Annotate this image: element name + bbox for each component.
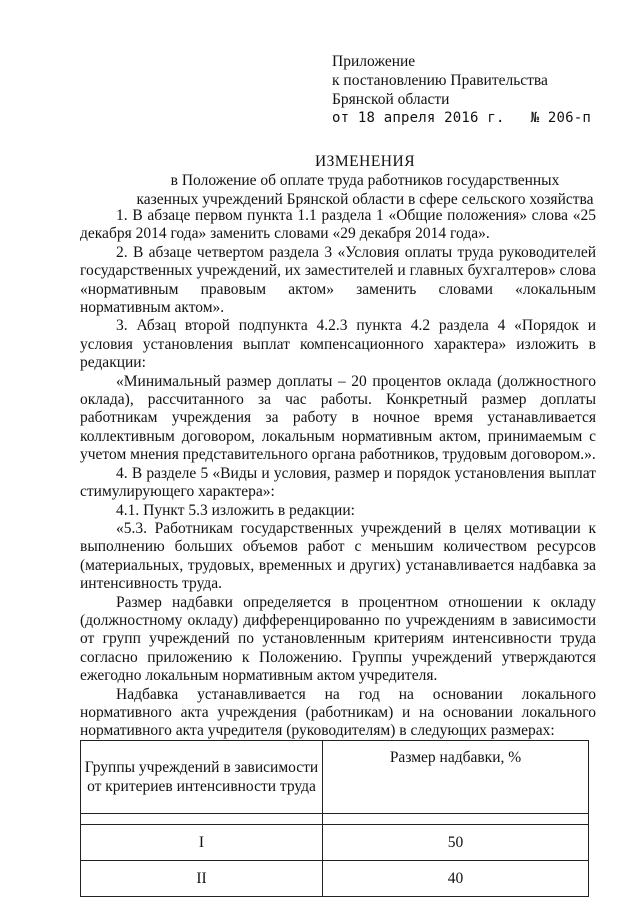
appendix-title: Приложение: [332, 53, 416, 70]
paragraph-1: 1. В абзаце первом пункта 1.1 раздела 1 «Общие положения» слова «25 декабря 2014 года» заменить словами «29 декабря 2014 года».: [80, 207, 596, 243]
document-header: [80, 152, 640, 209]
document-body: [80, 207, 596, 741]
document-subtitle-2: казенных учреждений Брянской области в сфере сельского хозяйства: [136, 191, 594, 208]
paragraph-2: 2. В абзаце четвертом раздела 3 «Условия оплаты труда руководителей государственных учреждений, их заместителей и главных бухгалтеров» слова «нормативным правовым актом» заменить словами «локальным нормативным актом».: [80, 243, 596, 317]
table-row: [81, 825, 589, 861]
appendix-block: [332, 52, 591, 128]
document-title: ИЗМЕНЕНИЯ: [314, 153, 416, 170]
appendix-date: от 18 апреля 2016 г.: [332, 110, 505, 126]
paragraph-7: «5.3. Работникам государственных учреждений в целях мотивации к выполнению больших объемов работ с меньшим количеством ресурсов (материальных, трудовых, временных и других) устанавливается надбавка за интенсивность труда.: [80, 519, 596, 593]
table-cell-value: 50: [323, 825, 589, 861]
table-row: [81, 861, 589, 897]
paragraph-3: 3. Абзац второй подпункта 4.2.3 пункта 4.2 раздела 4 «Порядок и условия установления выплат компенсационного характера» изложить в редакции:: [80, 317, 596, 372]
appendix-date-line: [332, 109, 591, 128]
table-spacer-cell: [81, 814, 323, 825]
paragraph-8: Размер надбавки определяется в процентном отношении к окладу (должностному окладу) дифференцированно по учреждениям в зависимости от групп учреждений по установленным критериям интенсивности труда согласно приложению к Положению. Группы учреждений утверждаются ежегодно локальным нормативным актом учредителя.: [80, 593, 596, 685]
table-header-groups: Группы учреждений в зависимости от критериев интенсивности труда: [81, 741, 323, 814]
table-header-row: [81, 741, 589, 814]
paragraph-5: 4. В разделе 5 «Виды и условия, размер и порядок установления выплат стимулирующего характера»:: [80, 464, 596, 501]
table-cell-group: I: [81, 825, 323, 861]
paragraph-9: Надбавка устанавливается на год на основании локального нормативного акта учреждения (работникам) и на основании локального нормативного акта учредителя (руководителям) в следующих размерах:: [80, 685, 596, 740]
table-spacer-cell: [323, 814, 589, 825]
table-header-allowance: Размер надбавки, %: [323, 741, 589, 814]
appendix-resolution: к постановлению Правительства: [332, 72, 548, 89]
table-cell-value: 40: [323, 861, 589, 897]
appendix-region: Брянской области: [332, 91, 450, 108]
paragraph-6: 4.1. Пункт 5.3 изложить в редакции:: [116, 501, 355, 519]
allowance-table: [80, 740, 589, 897]
paragraph-4: «Минимальный размер доплаты – 20 процентов оклада (должностного оклада), рассчитанного за час работы. Конкретный размер доплаты работникам учреждения за работу в ночное время устанавливается коллективным договором, локальным нормативным актом, принимаемым с учетом мнения представительного органа работников, трудовым договором.».: [80, 372, 596, 464]
table-cell-group: II: [81, 861, 323, 897]
appendix-number: № 206-п: [530, 110, 591, 126]
table-spacer-row: [81, 814, 589, 825]
document-subtitle-1: в Положение об оплате труда работников государственных: [170, 172, 560, 189]
